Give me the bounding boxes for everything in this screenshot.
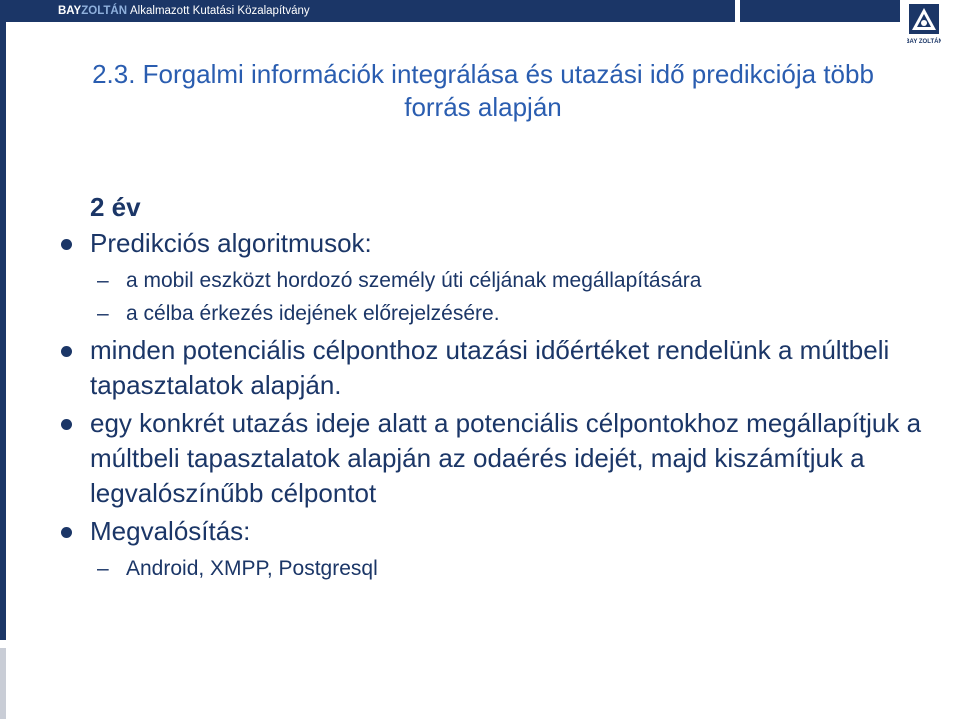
sub-item [60, 297, 940, 330]
bullet-dot-icon [61, 419, 72, 430]
dash-icon: – [97, 269, 109, 292]
slide-title: 2.3. Forgalmi információk integrálása és utazási idő predikciója több forrás alapján [92, 59, 874, 122]
sub-item-text: Android, XMPP, Postgresql [126, 557, 378, 580]
left-accent-bar [0, 22, 6, 640]
left-accent-bar-light [0, 648, 6, 719]
brand-zoltan: ZOLTÁN [81, 5, 128, 17]
bullet-text: Predikciós algoritmusok: [90, 228, 372, 258]
sub-item [60, 264, 940, 297]
header-bar-extension [740, 0, 900, 22]
bullet-text: minden potenciális célponthoz utazási időértéket rendelünk a múltbeli tapasztalatok alapján. [90, 335, 890, 400]
bullet-item [60, 406, 940, 511]
logo-text: BAY ZOLTÁN [907, 39, 941, 45]
dash-icon: – [97, 302, 109, 325]
sub-item-text: a mobil eszközt hordozó személy úti céljának megállapítására [126, 269, 702, 292]
bullet-dot-icon [61, 239, 72, 250]
bullet-item [60, 333, 940, 403]
bullet-item [60, 514, 940, 549]
duration-heading: 2 év [90, 192, 141, 222]
brand-foundation-name: Alkalmazott Kutatási Közalapítvány [130, 5, 310, 17]
sub-item [60, 552, 940, 585]
dash-icon: – [97, 557, 109, 580]
brand-bay: BAY [58, 5, 82, 17]
bullet-dot-icon [61, 346, 72, 357]
bullet-item [60, 226, 940, 261]
bullet-text: Megvalósítás: [90, 516, 251, 546]
bullet-text: egy konkrét utazás ideje alatt a potenciális célpontokhoz megállapítjuk a múltbeli tapasztalatok alapján az odaérés idejét, majd kiszámítjuk a legvalószínűbb célpontot [90, 408, 922, 508]
header-bar [0, 0, 735, 22]
bay-zoltan-logo-icon [907, 3, 941, 45]
sub-item-text: a célba érkezés idejének előrejelzésére. [126, 302, 500, 325]
bullet-dot-icon [61, 527, 72, 538]
slide-content [60, 190, 940, 585]
